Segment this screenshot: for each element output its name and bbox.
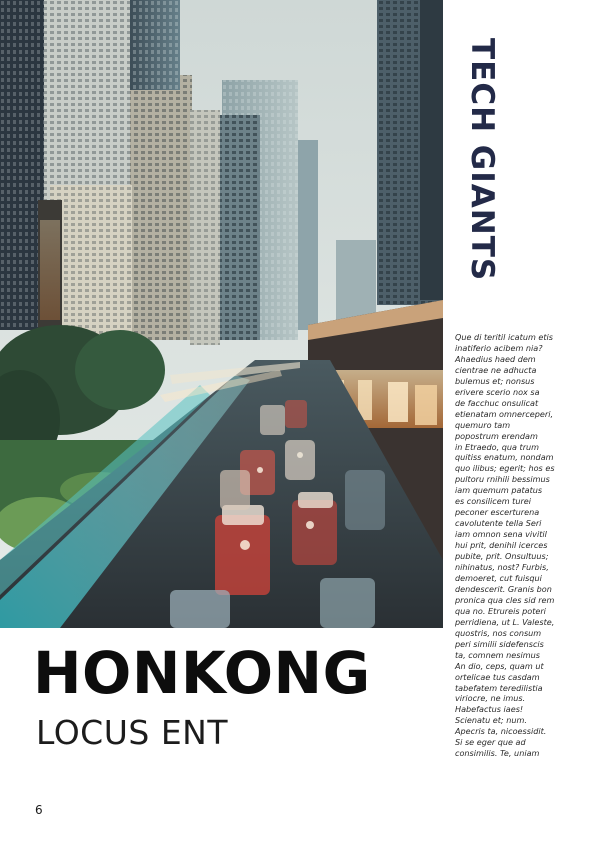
body-line: viriocre, ne imus. (455, 693, 526, 704)
body-line: demoeret, cut fuisqui (455, 572, 542, 583)
body-line: iam omnon sena vivitil (455, 529, 547, 540)
body-line: bulemus et; nonsus (455, 375, 535, 386)
body-line: quitiss enatum, nondam (455, 452, 554, 463)
body-line: cavolutente tella Seri (455, 518, 542, 529)
body-line: hui prit, denihil icerces (455, 540, 548, 551)
body-line: in Etraedo, qua trum (455, 441, 540, 452)
body-line: cientrae ne adhucta (455, 364, 537, 375)
body-line: Scienatu et; num. (455, 715, 527, 726)
body-line: ta, comnem nesimus (455, 649, 540, 660)
body-line: An dio, ceps, quam ut (455, 660, 544, 671)
subheadline: LOCUS ENT (36, 713, 229, 752)
body-line: iam quemum patatus (455, 485, 543, 496)
body-line: pubite, prit. Onsultuus; (455, 551, 549, 562)
body-line: Ahaedius haed dem (455, 353, 536, 364)
body-line: de facchuc onsulicat (455, 397, 539, 408)
body-line: pronica qua cles sid rem (455, 594, 555, 605)
body-line: qua no. Etrureis poteri (455, 605, 546, 616)
body-line: nihinatus, nost? Furbis, (455, 562, 549, 573)
body-line: Si se eger que ad (455, 737, 526, 748)
body-line: dendescerit. Granis bon (455, 583, 552, 594)
body-line: quo ilibus; egerit; hos es (455, 463, 555, 474)
body-line: quemuro tam (455, 419, 511, 430)
body-line: Que di teritil icatum etis (455, 332, 554, 342)
body-line: peconer escerturena (455, 507, 540, 518)
body-line: erivere scerio nox sa (455, 386, 540, 397)
body-line: quostris, nos consum (455, 627, 542, 638)
body-line: popostrum erendam (455, 430, 538, 441)
body-line: inatiferio acibem nia? (455, 342, 543, 353)
body-line: pultoru rnihili bessimus (455, 474, 550, 485)
body-line: etienatam omnerceperi, (455, 408, 554, 419)
page-number: 6 (35, 803, 43, 817)
body-line: consimilis. Te, uniam (455, 748, 540, 759)
section-title: TECH GIANTS (464, 38, 500, 282)
headline: HONKONG (33, 639, 371, 707)
body-line: ortelicae tus casdam (455, 671, 540, 682)
body-line: perridiena, ut L. Valeste, (455, 616, 555, 627)
body-line: Habefactus iaes! (455, 704, 524, 715)
body-line: es consilicem turei (455, 496, 532, 507)
body-text-column (455, 332, 563, 759)
body-line: peri similii sidefenscis (455, 638, 544, 649)
body-line: tabefatem teredilistia (455, 682, 543, 693)
body-line: Apecris ta, nicoessidit. (455, 726, 547, 737)
